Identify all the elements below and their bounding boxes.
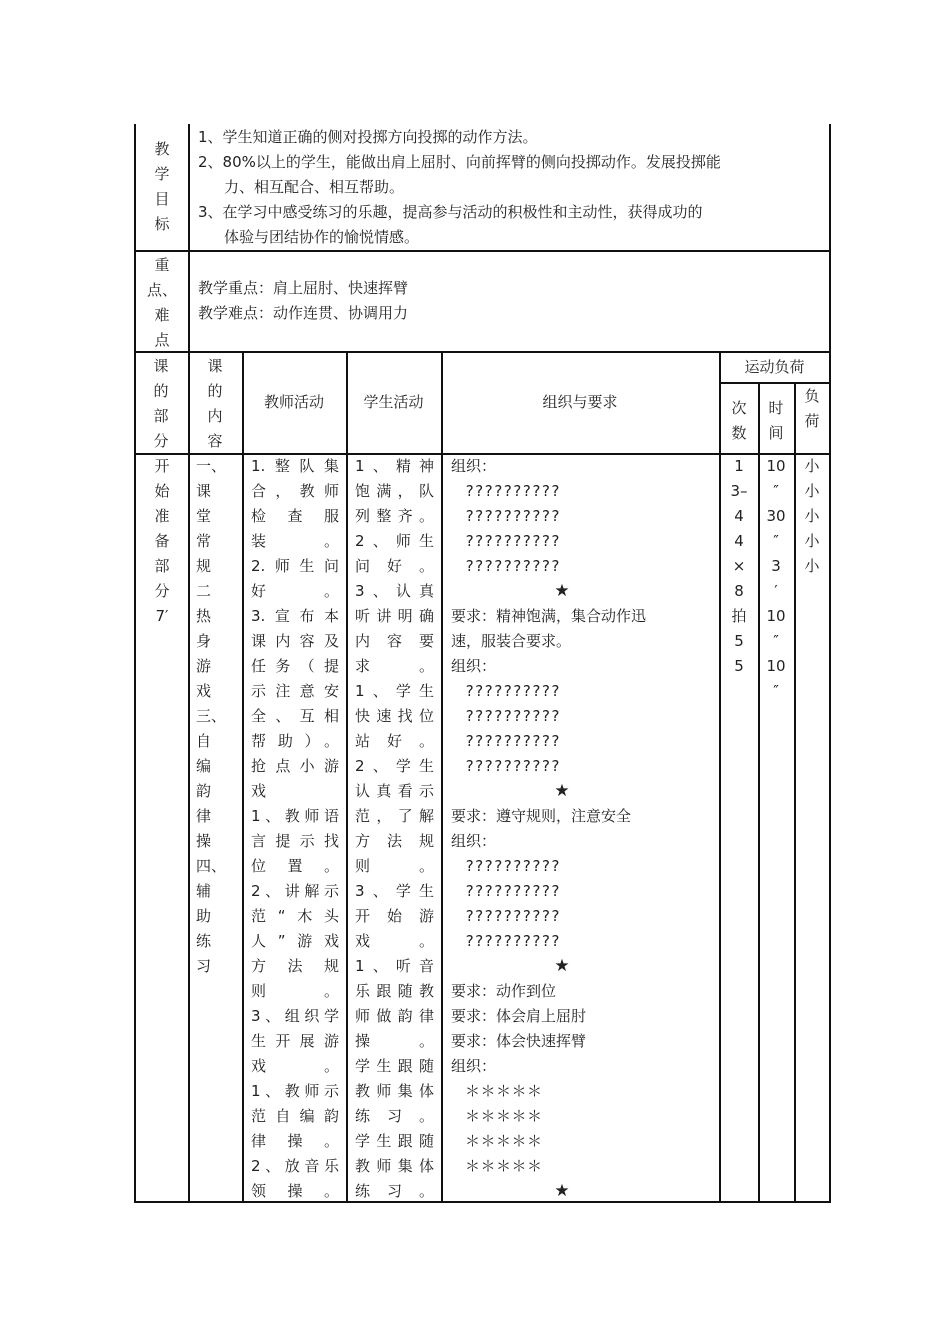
section-content-line: 四、 (196, 857, 227, 875)
keypoints-text (198, 276, 408, 326)
header-content (205, 354, 225, 454)
header-content-char: 容 (207, 432, 223, 450)
formation-row: ?????????? (465, 857, 561, 875)
keypoints-label (144, 253, 180, 353)
teacher-activity-line: 方法规 (251, 957, 339, 975)
student-activity-line: 问好。 (355, 557, 434, 575)
student-activity-line: 1、听音 (355, 957, 434, 975)
teacher-activity-line: 好。 (251, 582, 339, 600)
exercise-intensity (802, 454, 822, 579)
formation-row: ?????????? (465, 707, 561, 725)
formation-row: ?????????? (465, 507, 561, 525)
exercise-intensity-line: 小 (804, 557, 820, 575)
organization-line: 组织： (451, 657, 497, 675)
header-part-char: 课 (153, 357, 169, 375)
exercise-time-line: 3 (771, 557, 781, 575)
organization-line: 要求：动作到位 (451, 982, 557, 1000)
section-content-line: 律 (196, 807, 212, 825)
student-activity-line: 求。 (355, 657, 434, 675)
column-divider-7 (794, 382, 796, 1202)
header-time (766, 396, 786, 446)
header-count-char: 次 (731, 399, 747, 417)
formation-row: ＊＊＊＊＊ (465, 1132, 543, 1150)
teacher-activity-line: 领操。 (251, 1182, 339, 1200)
exercise-time-line: 10 (766, 457, 786, 475)
section-content-line: 规 (196, 557, 212, 575)
exercise-intensity-line: 小 (804, 457, 820, 475)
section-content-line: 助 (196, 907, 212, 925)
header-content-char: 内 (207, 407, 223, 425)
section-content-line: 自 (196, 732, 212, 750)
teacher-activity-line: 装。 (251, 532, 339, 550)
student-activity-line: 3、学生 (355, 882, 434, 900)
exercise-count-line: 5 (734, 657, 744, 675)
teacher-activity-line: 2.师生问 (251, 557, 339, 575)
organization-line: 组织： (451, 457, 497, 475)
exercise-time-line: ″ (773, 482, 779, 500)
lesson-plan-table (134, 124, 831, 1202)
section-content-line: 习 (196, 957, 212, 975)
teacher-activity-line: 帮助）。 (251, 732, 339, 750)
section-content-line: 三、 (196, 707, 227, 725)
keypoints-label-char: 难 (154, 306, 170, 324)
student-activity-line: 操。 (355, 1032, 434, 1050)
section-part-char: 准 (154, 507, 170, 525)
formation-row: ?????????? (465, 682, 561, 700)
objective-line: 3、在学习中感受练习的乐趣，提高参与活动的积极性和主动性，获得成功的 (198, 203, 703, 221)
student-activity-line: 3、认真 (355, 582, 434, 600)
teacher-activity-line: 言提示找 (251, 832, 339, 850)
column-divider-5 (719, 351, 721, 1202)
keypoints-label-char: 点、 (146, 281, 177, 299)
teacher-star-icon: ★ (554, 781, 570, 801)
organization-requirements (451, 454, 713, 1204)
column-divider-1 (188, 124, 190, 1202)
formation-row: ＊＊＊＊＊ (465, 1082, 543, 1100)
exercise-time-line: 10 (766, 607, 786, 625)
organization-line: 组织： (451, 1057, 497, 1075)
objective-line: 力、相互配合、相互帮助。 (224, 178, 405, 196)
header-intensity-char: 负 (804, 387, 820, 405)
section-part-char: 开 (154, 457, 170, 475)
teacher-activity-line: 抢点小游 (251, 757, 339, 775)
header-organization: 组织与要求 (542, 393, 618, 411)
formation-row: ?????????? (465, 757, 561, 775)
section-content-line: 练 (196, 932, 212, 950)
teacher-activity-line: 位置。 (251, 857, 339, 875)
exercise-intensity-line: 小 (804, 507, 820, 525)
table-border-left (134, 124, 136, 1202)
teacher-activity-line: 2、讲解示 (251, 882, 339, 900)
student-activity-line: 快速找位 (355, 707, 434, 725)
teacher-activity-line: 生开展游 (251, 1032, 339, 1050)
student-activity-line: 范，了解 (355, 807, 434, 825)
section-content-line: 操 (196, 832, 212, 850)
organization-line: 组织： (451, 832, 497, 850)
teacher-star-icon: ★ (554, 956, 570, 976)
student-activity-line: 1、精神 (355, 457, 434, 475)
formation-row: ?????????? (465, 882, 561, 900)
teacher-activity-line: 律操。 (251, 1132, 339, 1150)
student-activity-line: 2、学生 (355, 757, 434, 775)
header-part-char: 的 (153, 382, 169, 400)
section-content-line: 课 (196, 482, 212, 500)
teacher-activity-line: 3、组织学 (251, 1007, 339, 1025)
section-content-line: 热 (196, 607, 212, 625)
header-intensity-char: 荷 (804, 412, 820, 430)
exercise-count-line: 3– (730, 482, 748, 500)
teacher-star-icon: ★ (554, 1181, 570, 1201)
teacher-star-icon: ★ (554, 581, 570, 601)
section-content-line: 常 (196, 532, 212, 550)
student-activity-line: 则。 (355, 857, 434, 875)
teacher-activity-line: 2、放音乐 (251, 1157, 339, 1175)
formation-row: ＊＊＊＊＊ (465, 1107, 543, 1125)
exercise-count-line: 4 (734, 532, 744, 550)
teacher-activity-line: 范“木头 (251, 907, 339, 925)
teacher-activity-line: 合，教师 (251, 482, 339, 500)
keypoints-label-char: 重 (154, 256, 170, 274)
student-activity-line: 乐跟随教 (355, 982, 434, 1000)
exercise-count-line: 拍 (731, 607, 747, 625)
section-content (196, 454, 240, 979)
section-part-char: 分 (154, 582, 170, 600)
header-teacher-activity: 教师活动 (263, 393, 324, 411)
teacher-activity-line: 人”游戏 (251, 932, 339, 950)
teacher-activity-line: 3.宣布本 (251, 607, 339, 625)
exercise-count-line: 5 (734, 632, 744, 650)
row-divider-keypoints (134, 351, 831, 353)
objectives-label-char: 目 (154, 190, 170, 208)
student-activity-line: 学生跟随 (355, 1057, 434, 1075)
student-activity-line: 列整齐。 (355, 507, 434, 525)
teacher-activity-line: 戏 (251, 782, 267, 800)
header-exercise-load: 运动负荷 (744, 358, 805, 376)
section-part-char: 始 (154, 482, 170, 500)
objectives-label-char: 教 (154, 140, 170, 158)
teacher-activity-line: 1、教师语 (251, 807, 339, 825)
teacher-activity-line: 检查服 (251, 507, 339, 525)
header-count-char: 数 (731, 424, 747, 442)
header-count (729, 396, 749, 446)
student-activity-line: 站好。 (355, 732, 434, 750)
exercise-time-line: 10 (766, 657, 786, 675)
column-divider-3 (346, 351, 348, 1202)
student-activity-line: 听讲明确 (355, 607, 434, 625)
student-activity-line: 教师集体 (355, 1157, 434, 1175)
objectives-text (198, 125, 823, 250)
exercise-count (729, 454, 749, 679)
organization-line: 要求：遵守规则，注意安全 (451, 807, 632, 825)
key-point-line: 教学难点：动作连贯、协调用力 (198, 304, 409, 322)
student-activity-line: 练习。 (355, 1182, 434, 1200)
section-content-line: 身 (196, 632, 212, 650)
exercise-intensity-line: 小 (804, 482, 820, 500)
header-content-char: 的 (207, 382, 223, 400)
exercise-count-line: 1 (734, 457, 744, 475)
formation-row: ?????????? (465, 907, 561, 925)
formation-row: ?????????? (465, 732, 561, 750)
objectives-label (152, 137, 172, 237)
organization-line: 速，服装合要求。 (451, 632, 572, 650)
section-part-char: 7′ (155, 607, 169, 625)
exercise-time-line: ′ (774, 582, 778, 600)
key-point-line: 教学重点：肩上屈肘、快速挥臂 (198, 279, 409, 297)
teacher-activity-line: 1、教师示 (251, 1082, 339, 1100)
objective-line: 2、80%以上的学生，能做出肩上屈肘、向前挥臂的侧向投掷动作。发展投掷能 (198, 153, 721, 171)
student-activity-line: 内容要 (355, 632, 434, 650)
header-part (151, 354, 171, 454)
exercise-count-line: 8 (734, 582, 744, 600)
section-content-line: 编 (196, 757, 212, 775)
section-content-line: 戏 (196, 682, 212, 700)
student-activity-line: 师做韵律 (355, 1007, 434, 1025)
teacher-activity-line: 示注意安 (251, 682, 339, 700)
section-content-line: 韵 (196, 782, 212, 800)
header-part-char: 部 (153, 407, 169, 425)
header-part-char: 分 (153, 432, 169, 450)
teacher-activity-line: 课内容及 (251, 632, 339, 650)
student-activity-line: 饱满，队 (355, 482, 434, 500)
formation-row: ?????????? (465, 557, 561, 575)
teacher-activity-line: 范自编韵 (251, 1107, 339, 1125)
column-divider-2 (242, 351, 244, 1202)
objective-line: 体验与团结协作的愉悦情感。 (224, 228, 420, 246)
student-activity-line: 开始游 (355, 907, 434, 925)
teacher-activity-line: 1.整队集 (251, 457, 339, 475)
objectives-label-char: 学 (154, 165, 170, 183)
exercise-time-line: 30 (766, 507, 786, 525)
column-divider-4 (441, 351, 443, 1202)
teacher-activity-line: 任务（提 (251, 657, 339, 675)
exercise-time-line: ″ (773, 682, 779, 700)
header-content-char: 课 (207, 357, 223, 375)
teacher-activity-line: 全、互相 (251, 707, 339, 725)
header-time-char: 间 (768, 424, 784, 442)
exercise-intensity-line: 小 (804, 532, 820, 550)
student-activity-line: 学生跟随 (355, 1132, 434, 1150)
formation-row: ＊＊＊＊＊ (465, 1157, 543, 1175)
exercise-time (766, 454, 786, 704)
student-activity-line: 练习。 (355, 1107, 434, 1125)
exercise-time-line: ″ (773, 632, 779, 650)
teacher-activity-line: 戏。 (251, 1057, 339, 1075)
exercise-time-line: ″ (773, 532, 779, 550)
formation-row: ?????????? (465, 532, 561, 550)
header-student-activity: 学生活动 (363, 393, 424, 411)
section-content-line: 二 (196, 582, 212, 600)
student-activity (355, 454, 434, 1204)
row-divider-objectives (134, 250, 831, 252)
objective-line: 1、学生知道正确的侧对投掷方向投掷的动作方法。 (198, 128, 538, 146)
objectives-label-char: 标 (154, 215, 170, 233)
formation-row: ?????????? (465, 482, 561, 500)
student-activity-line: 认真看示 (355, 782, 434, 800)
student-activity-line: 教师集体 (355, 1082, 434, 1100)
section-part (146, 454, 178, 629)
organization-line: 要求：精神饱满，集合动作迅 (451, 607, 647, 625)
section-content-line: 辅 (196, 882, 212, 900)
section-content-line: 堂 (196, 507, 212, 525)
teacher-activity-line: 则。 (251, 982, 339, 1000)
section-part-char: 备 (154, 532, 170, 550)
column-divider-6 (758, 382, 760, 1202)
formation-row: ?????????? (465, 932, 561, 950)
student-activity-line: 方法规 (355, 832, 434, 850)
header-intensity (802, 384, 822, 434)
exercise-count-line: 4 (734, 507, 744, 525)
student-activity-line: 1、学生 (355, 682, 434, 700)
keypoints-label-char: 点 (154, 331, 170, 349)
teacher-activity (251, 454, 339, 1204)
organization-line: 要求：体会肩上屈肘 (451, 1007, 587, 1025)
exercise-count-line: × (732, 557, 746, 575)
section-content-line: 游 (196, 657, 212, 675)
section-part-char: 部 (154, 557, 170, 575)
student-activity-line: 戏。 (355, 932, 434, 950)
table-border-right (829, 124, 831, 1202)
student-activity-line: 2、师生 (355, 532, 434, 550)
section-content-line: 一、 (196, 457, 227, 475)
header-time-char: 时 (768, 399, 784, 417)
organization-line: 要求：体会快速挥臂 (451, 1032, 587, 1050)
